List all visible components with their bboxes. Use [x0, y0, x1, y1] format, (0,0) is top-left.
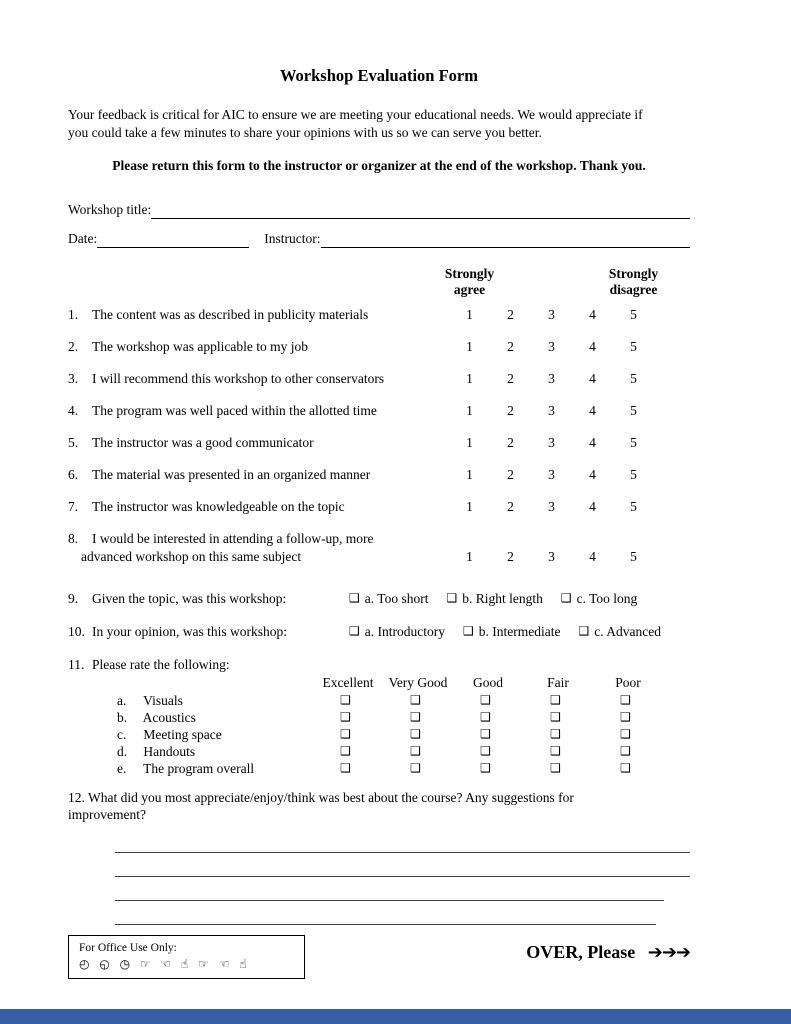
scale-option-3[interactable]: 3: [548, 499, 555, 514]
scale-option-5[interactable]: 5: [630, 549, 637, 564]
scale-option-4[interactable]: 4: [589, 403, 596, 418]
item-text: The workshop was applicable to my job: [92, 339, 308, 354]
over-please-note: [526, 935, 690, 963]
instructor-label: Instructor:: [264, 231, 321, 246]
scale-option-2[interactable]: 2: [507, 307, 514, 322]
row-letter: d.: [117, 744, 128, 759]
scale-option-4[interactable]: 4: [589, 467, 596, 482]
arrow-right-icons: ➔➔➔: [647, 942, 690, 963]
rating-item-3: [68, 370, 690, 388]
scale-option-1[interactable]: 1: [466, 467, 473, 482]
answer-area: [68, 829, 690, 925]
scale-option-5[interactable]: 5: [630, 435, 637, 450]
scale-option-5[interactable]: 5: [630, 403, 637, 418]
q11-row-visuals: [68, 692, 690, 709]
option-too-short[interactable]: ❑ a. Too short: [349, 591, 429, 606]
question-text: In your opinion, was this workshop:: [92, 624, 287, 639]
rating-scale-header: [68, 266, 690, 298]
item-text: The instructor was a good communicator: [92, 435, 314, 450]
row-letter: e.: [117, 761, 127, 776]
rating-item-4: [68, 402, 690, 420]
row-letter: b.: [117, 710, 128, 725]
workshop-title-input-line[interactable]: [151, 203, 690, 219]
checkbox-icon[interactable]: ❑: [463, 624, 474, 638]
date-instructor-row: [68, 230, 690, 248]
option-right-length[interactable]: ❑ b. Right length: [446, 591, 543, 606]
scale-option-4[interactable]: 4: [589, 499, 596, 514]
column-header-very-good: Very Good: [388, 675, 448, 690]
option-advanced[interactable]: ❑ c. Advanced: [578, 624, 661, 639]
column-header-poor: Poor: [615, 675, 641, 690]
workshop-title-label: Workshop title:: [68, 202, 152, 217]
checkbox-icon[interactable]: ❑: [340, 727, 351, 741]
rating-header-spacer: [68, 266, 449, 298]
instructor-input-line[interactable]: [321, 232, 691, 248]
item-text: The instructor was knowledgeable on the topic: [92, 499, 345, 514]
checkbox-icon[interactable]: ❑: [480, 693, 491, 707]
scale-option-1[interactable]: 1: [466, 549, 473, 564]
item-number: 5.: [68, 435, 79, 450]
scale-option-2[interactable]: 2: [507, 403, 514, 418]
item-number: 1.: [68, 307, 79, 322]
question-text: Please rate the following:: [92, 657, 230, 672]
scale-option-2[interactable]: 2: [507, 467, 514, 482]
question-number: 9.: [68, 591, 79, 606]
scale-option-3[interactable]: 3: [548, 339, 555, 354]
checkbox-icon[interactable]: ❑: [620, 744, 631, 758]
row-label: Meeting space: [143, 727, 222, 742]
scale-option-1[interactable]: 1: [466, 371, 473, 386]
scale-option-2[interactable]: 2: [507, 339, 514, 354]
question-text-line-2: improvement?: [68, 807, 146, 822]
checkbox-icon[interactable]: ❑: [480, 710, 491, 724]
checkbox-icon[interactable]: ❑: [349, 591, 360, 605]
column-header-excellent: Excellent: [322, 675, 374, 690]
intro-paragraph: [68, 106, 690, 142]
scale-option-3[interactable]: 3: [548, 307, 555, 322]
checkbox-icon[interactable]: ❑: [620, 761, 631, 775]
question-10: [68, 623, 690, 641]
rating-item-5: [68, 434, 690, 452]
checkbox-icon[interactable]: ❑: [410, 761, 421, 775]
option-introductory[interactable]: ❑ a. Introductory: [349, 624, 445, 639]
answer-line-2[interactable]: [115, 853, 690, 877]
rating-item-8: [68, 530, 690, 566]
checkbox-icon[interactable]: ❑: [480, 727, 491, 741]
item-text: I will recommend this workshop to other conservators: [92, 371, 385, 386]
scale-option-2[interactable]: 2: [507, 435, 514, 450]
intro-line-2: you could take a few minutes to share your opinions with us so we can serve you better.: [68, 125, 542, 140]
scale-option-5[interactable]: 5: [630, 499, 637, 514]
scale-option-5[interactable]: 5: [630, 467, 637, 482]
checkbox-icon[interactable]: ❑: [550, 727, 561, 741]
over-please-text: OVER, Please: [526, 942, 636, 962]
question-9: [68, 590, 690, 608]
scale-option-4[interactable]: 4: [589, 307, 596, 322]
checkbox-icon[interactable]: ❑: [480, 744, 491, 758]
item-number: 3.: [68, 371, 79, 386]
row-label: The program overall: [143, 761, 255, 776]
item-text: The content was as described in publicity materials: [92, 307, 369, 322]
checkbox-icon[interactable]: ❑: [410, 727, 421, 741]
page-title: Workshop Evaluation Form: [279, 66, 479, 85]
checkbox-icon[interactable]: ❑: [340, 744, 351, 758]
rating-item-1: [68, 306, 690, 324]
answer-line-4[interactable]: [115, 901, 656, 925]
date-input-line[interactable]: [97, 232, 249, 248]
checkbox-icon[interactable]: ❑: [550, 693, 561, 707]
checkbox-icon[interactable]: ❑: [410, 710, 421, 724]
item-text-line-2: advanced workshop on this same subject: [81, 549, 302, 564]
checkbox-icon[interactable]: ❑: [550, 761, 561, 775]
item-text: The material was presented in an organized manner: [92, 467, 371, 482]
question-text-line-1: 12. What did you most appreciate/enjoy/think was best about the course? Any suggestions for: [68, 790, 574, 805]
checkbox-icon[interactable]: ❑: [410, 744, 421, 758]
checkbox-icon[interactable]: ❑: [620, 710, 631, 724]
row-label: Handouts: [143, 744, 196, 759]
question-number: 11.: [68, 657, 85, 672]
checkbox-icon[interactable]: ❑: [410, 693, 421, 707]
rating-item-7: [68, 498, 690, 516]
question-11: [68, 656, 690, 674]
scale-option-4[interactable]: 4: [589, 435, 596, 450]
answer-line-1[interactable]: [115, 829, 690, 853]
document-page: [68, 66, 690, 979]
rating-item-6: [68, 466, 690, 484]
return-instruction: Please return this form to the instructor or organizer at the end of the workshop. Thank you.: [112, 158, 646, 173]
page-footer: [68, 935, 690, 979]
item-number: 6.: [68, 467, 79, 482]
item-number: 7.: [68, 499, 79, 514]
checkbox-icon[interactable]: ❑: [578, 624, 590, 638]
item-text: I would be interested in attending a follow-up, more: [92, 531, 374, 546]
checkbox-icon[interactable]: ❑: [620, 727, 631, 741]
q11-row-meeting-space: [68, 726, 690, 743]
column-header-good: Good: [473, 675, 503, 690]
q11-row-program-overall: [68, 760, 690, 777]
scale-option-1[interactable]: 1: [466, 435, 473, 450]
row-label: Visuals: [143, 693, 183, 708]
scale-option-1[interactable]: 1: [466, 403, 473, 418]
question-number: 10.: [68, 624, 85, 639]
column-header-fair: Fair: [547, 675, 569, 690]
scale-option-3[interactable]: 3: [548, 435, 555, 450]
scale-option-2[interactable]: 2: [507, 371, 514, 386]
option-too-long[interactable]: ❑ c. Too long: [560, 591, 638, 606]
scale-option-3[interactable]: 3: [548, 403, 555, 418]
workshop-title-row: [68, 201, 690, 219]
item-number: 4.: [68, 403, 79, 418]
checkbox-icon[interactable]: ❑: [620, 693, 631, 707]
checkbox-icon[interactable]: ❑: [550, 744, 561, 758]
answer-line-3[interactable]: [115, 877, 664, 901]
strongly-disagree-header: Strongly disagree: [608, 266, 659, 297]
office-use-box: [68, 935, 305, 979]
q11-row-handouts: [68, 743, 690, 760]
scale-option-5[interactable]: 5: [630, 339, 637, 354]
checkbox-icon[interactable]: ❑: [550, 710, 561, 724]
scale-option-3[interactable]: 3: [548, 371, 555, 386]
scale-option-1[interactable]: 1: [466, 307, 473, 322]
checkbox-icon[interactable]: ❑: [349, 624, 360, 638]
checkbox-icon[interactable]: ❑: [340, 761, 351, 775]
row-letter: c.: [117, 727, 127, 742]
scale-option-5[interactable]: 5: [630, 371, 637, 386]
option-intermediate[interactable]: ❑ b. Intermediate: [463, 624, 561, 639]
rating-item-2: [68, 338, 690, 356]
checkbox-icon[interactable]: ❑: [446, 591, 458, 605]
scale-option-2[interactable]: 2: [507, 499, 514, 514]
q11-row-acoustics: [68, 709, 690, 726]
scale-option-4[interactable]: 4: [589, 549, 596, 564]
scale-option-3[interactable]: 3: [548, 467, 555, 482]
item-number: 2.: [68, 339, 79, 354]
question-12: [68, 789, 690, 823]
q11-column-headers: [68, 674, 690, 692]
question-text: Given the topic, was this workshop:: [92, 591, 287, 606]
scale-option-4[interactable]: 4: [589, 339, 596, 354]
scale-option-1[interactable]: 1: [466, 339, 473, 354]
item-text: The program was well paced within the allotted time: [92, 403, 377, 418]
row-letter: a.: [117, 693, 127, 708]
scale-option-3[interactable]: 3: [548, 549, 555, 564]
strongly-agree-header: Strongly agree: [444, 266, 495, 297]
bottom-bar: [0, 1009, 791, 1024]
office-use-label: For Office Use Only:: [79, 942, 177, 954]
office-use-icons: ◴ ◵ ◷ ☞ ☜ ☝ ☞ ☜ ☝: [79, 957, 250, 971]
row-label: Acoustics: [142, 710, 196, 725]
scale-option-1[interactable]: 1: [466, 499, 473, 514]
checkbox-icon[interactable]: ❑: [560, 591, 572, 605]
scale-option-4[interactable]: 4: [589, 371, 596, 386]
checkbox-icon[interactable]: ❑: [340, 693, 351, 707]
scale-option-2[interactable]: 2: [507, 549, 514, 564]
checkbox-icon[interactable]: ❑: [340, 710, 351, 724]
date-label: Date:: [68, 231, 98, 246]
item-number: 8.: [68, 531, 79, 546]
intro-line-1: Your feedback is critical for AIC to ensure we are meeting your educational needs. We would appreciate if: [68, 107, 643, 122]
checkbox-icon[interactable]: ❑: [480, 761, 491, 775]
scale-option-5[interactable]: 5: [630, 307, 637, 322]
